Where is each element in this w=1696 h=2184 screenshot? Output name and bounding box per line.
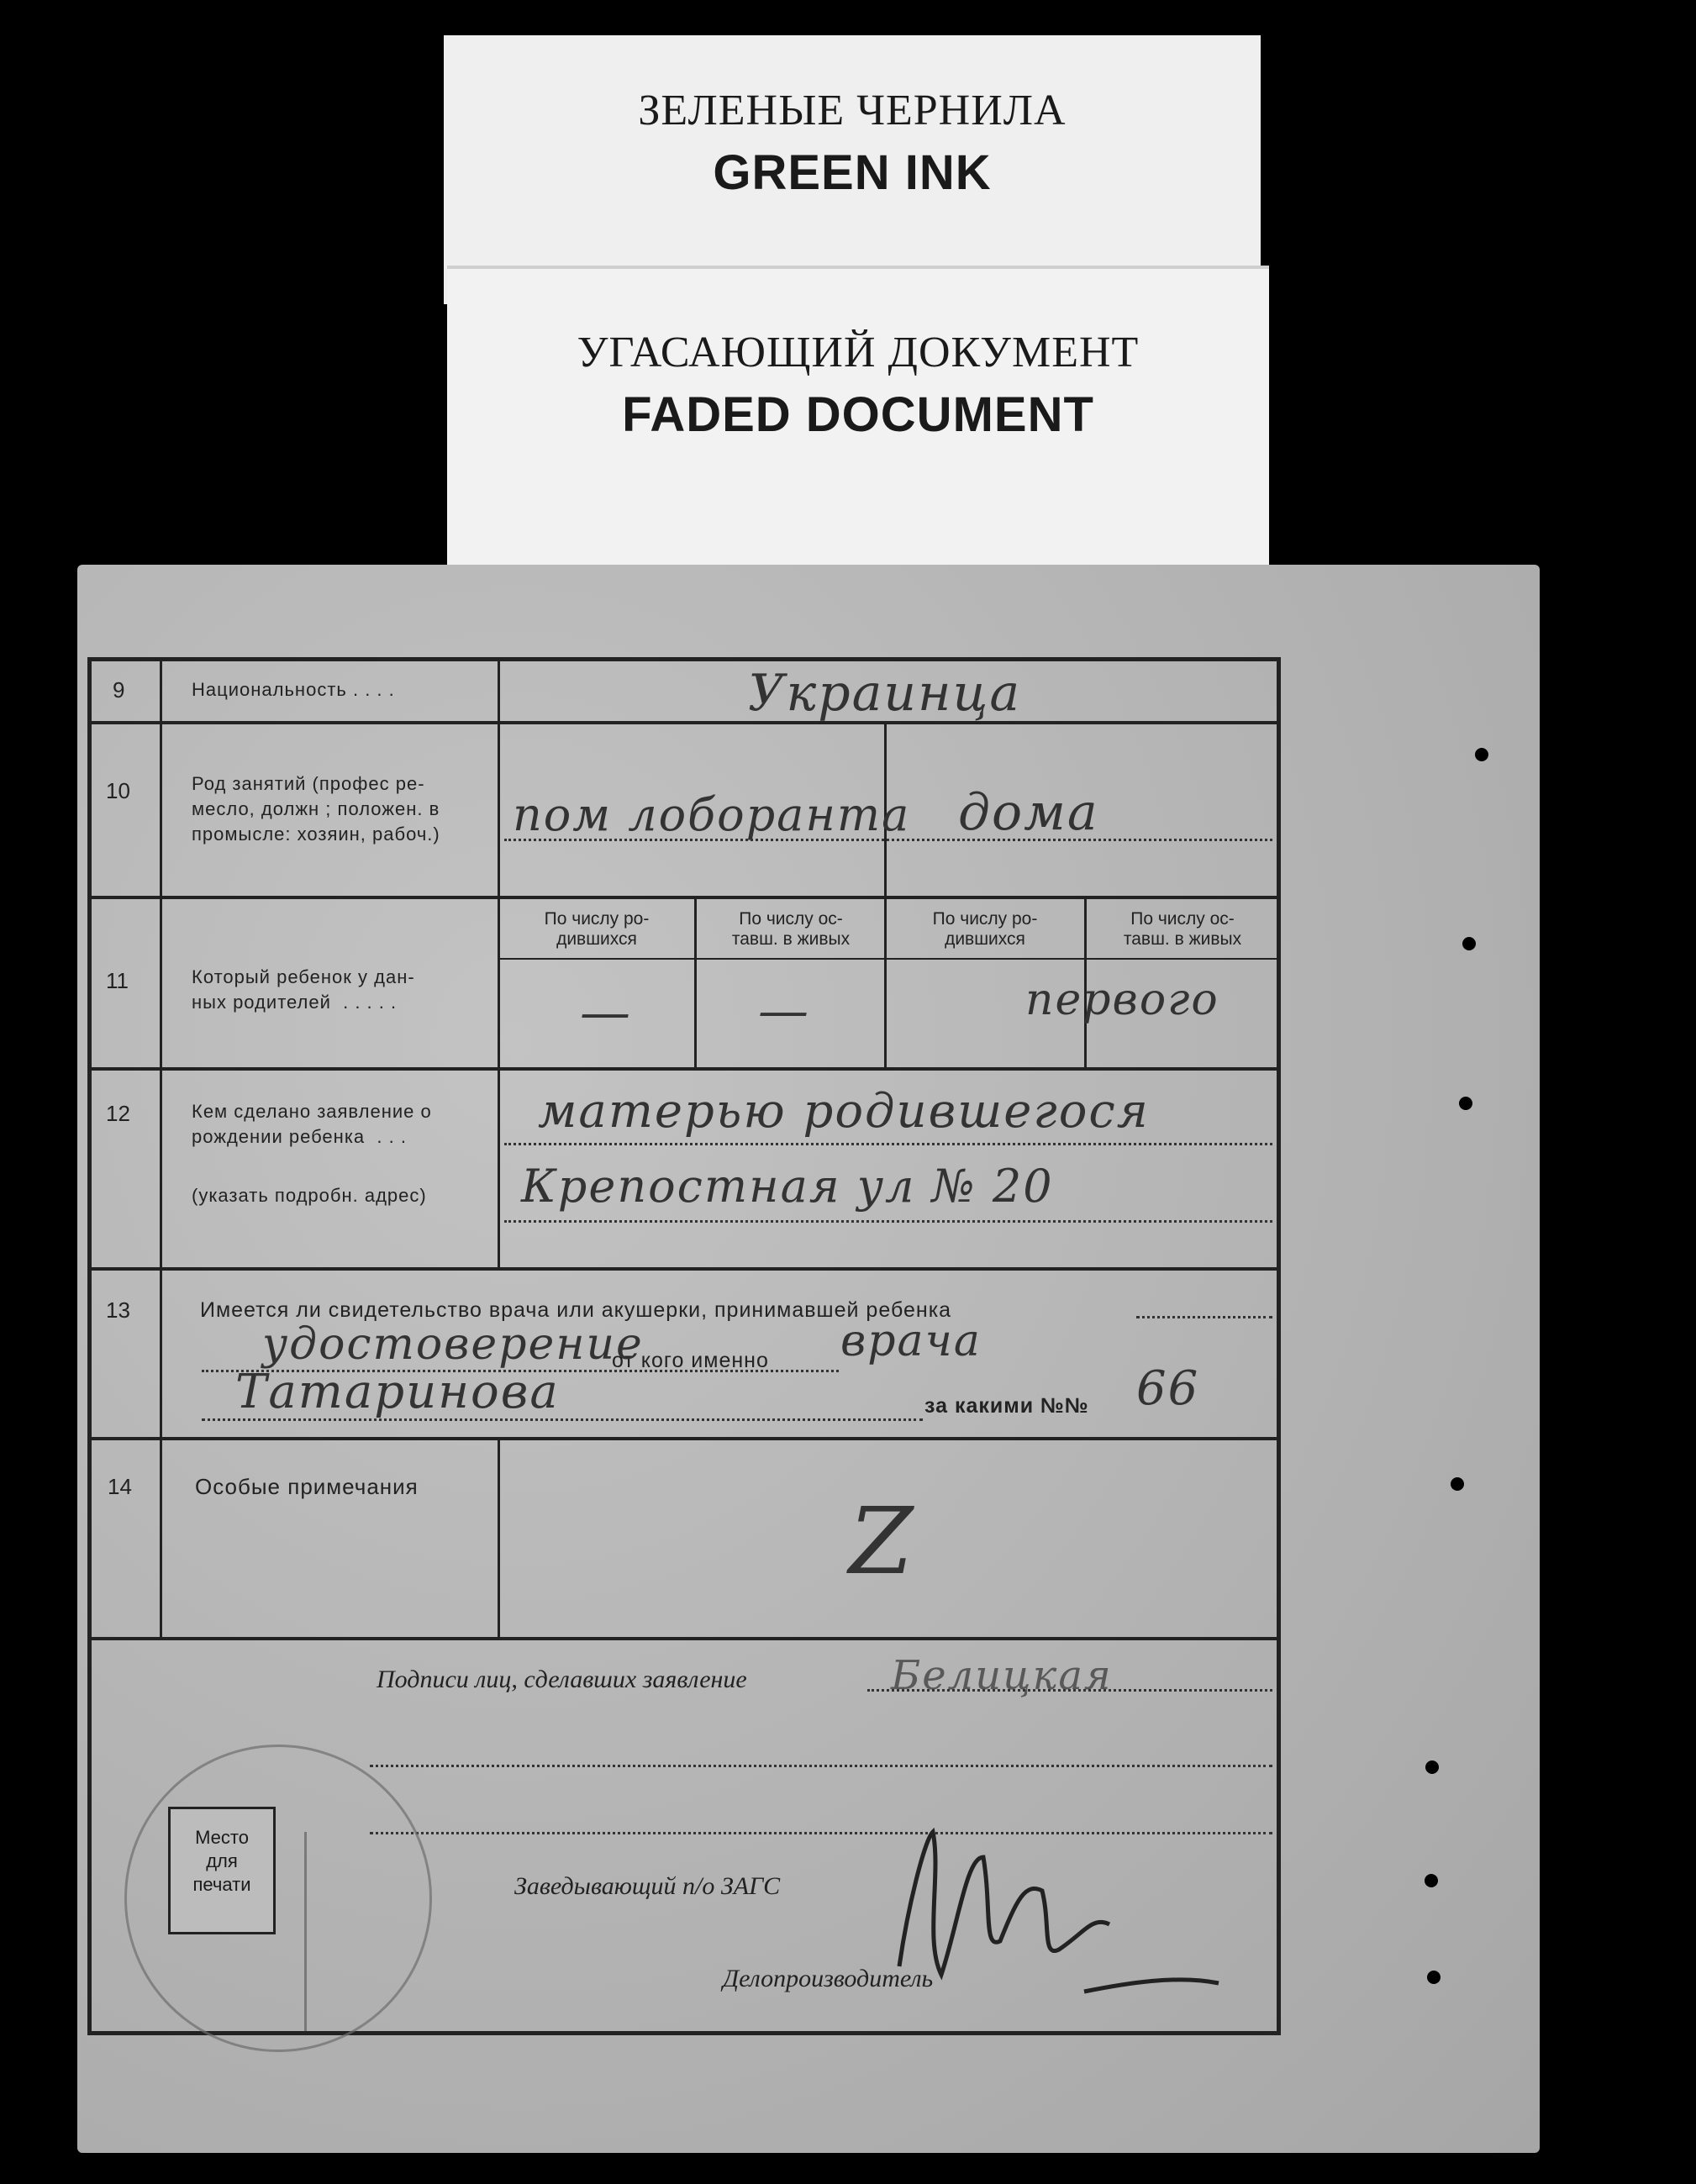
certificate-handwriting: удостоверение (262, 1319, 644, 1370)
notes-mark: Z (849, 1487, 915, 1595)
row-divider (498, 958, 1281, 960)
address-handwriting: Крепостная ул № 20 (521, 1160, 1054, 1213)
column-divider (694, 896, 697, 1067)
faded-document-card (447, 269, 1269, 570)
row-14-number: 14 (108, 1474, 132, 1499)
write-line (504, 1220, 1272, 1223)
col-born-1: По числу ро- дившихся (544, 909, 650, 949)
row-divider (87, 1437, 1281, 1440)
binder-hole (1425, 1760, 1439, 1774)
faded-document-ru-label: УГАСАЮЩИЙ ДОКУМЕНТ (577, 329, 1140, 376)
notes-label: Особые примечания (195, 1474, 419, 1499)
nationality-label: Национальность . . . . (192, 679, 395, 700)
doctor-handwriting: врача (840, 1316, 982, 1366)
stamp-place-label: Место для печати (192, 1827, 251, 1895)
column-divider (160, 657, 162, 1637)
faded-document-en-label: FADED DOCUMENT (622, 387, 1094, 442)
row-divider (87, 896, 1281, 899)
row-11-number: 11 (106, 968, 129, 993)
applicant-signature: Белицкая (891, 1652, 1113, 1699)
address-hint-label: (указать подробн. адрес) (192, 1185, 427, 1206)
write-line (504, 1143, 1272, 1145)
binder-hole (1459, 1097, 1472, 1110)
doctor-name-handwriting: Татаринова (235, 1365, 560, 1419)
binder-hole (1425, 1874, 1438, 1887)
green-ink-card (444, 35, 1261, 304)
child-order-label: Который ребенок у дан- ных родителей . . . . . (192, 966, 415, 1013)
dash-1: — (580, 983, 632, 1042)
row-divider (87, 721, 1281, 724)
clerk-label: Делопроизводитель (723, 1965, 934, 1992)
write-line (370, 1765, 1272, 1767)
occupation-handwriting-a: пом лоборанта (513, 788, 911, 841)
write-line (1136, 1316, 1272, 1318)
applicant-handwriting: матерью родившегося (538, 1084, 1150, 1139)
head-signature (874, 1807, 1227, 2025)
applicant-label: Кем сделано заявление о рождении ребенка . . . (192, 1101, 432, 1147)
col-alive-2: По числу ос- тавш. в живых (1123, 909, 1242, 949)
row-divider (87, 1637, 1281, 1640)
from-whom-label: от кого именно (612, 1349, 769, 1372)
which-number-label: за какими №№ (924, 1394, 1089, 1418)
applicant-signatures-label: Подписи лиц, сделавших заявление (377, 1666, 747, 1693)
column-divider (498, 657, 500, 1267)
occupation-handwriting-b: дома (958, 783, 1099, 842)
registry-head-label: Заведывающий п/о ЗАГС (514, 1872, 781, 1900)
certificate-label: Имеется ли свидетельство врача или акушерки, принимавшей ребенка (200, 1298, 952, 1322)
column-divider (884, 721, 887, 1067)
binder-hole (1451, 1477, 1464, 1491)
column-divider (498, 1437, 500, 1637)
row-divider (87, 1267, 1281, 1271)
row-9-number: 9 (113, 677, 125, 703)
row-13-number: 13 (106, 1297, 130, 1323)
number-handwriting: 66 (1136, 1361, 1200, 1416)
dash-2: — (758, 981, 810, 1040)
child-order-handwriting: первого (1025, 975, 1219, 1025)
binder-hole (1462, 937, 1476, 950)
row-10-number: 10 (106, 778, 130, 803)
binder-hole (1427, 1971, 1441, 1984)
green-ink-en-label: GREEN INK (713, 145, 992, 200)
nationality-handwriting: Украинца (748, 664, 1022, 723)
occupation-label: Род занятий (профес ре- месло, должн ; положен. в промысле: хозяин, рабоч.) (192, 773, 440, 845)
green-ink-ru-label: ЗЕЛЕНЫЕ ЧЕРНИЛА (638, 87, 1067, 134)
row-divider (87, 1067, 1281, 1071)
stamp-place-box (168, 1807, 276, 1934)
col-alive-1: По числу ос- тавш. в живых (731, 909, 851, 949)
binder-hole (1475, 748, 1488, 761)
row-12-number: 12 (106, 1101, 130, 1126)
col-born-2: По числу ро- дившихся (932, 909, 1038, 949)
